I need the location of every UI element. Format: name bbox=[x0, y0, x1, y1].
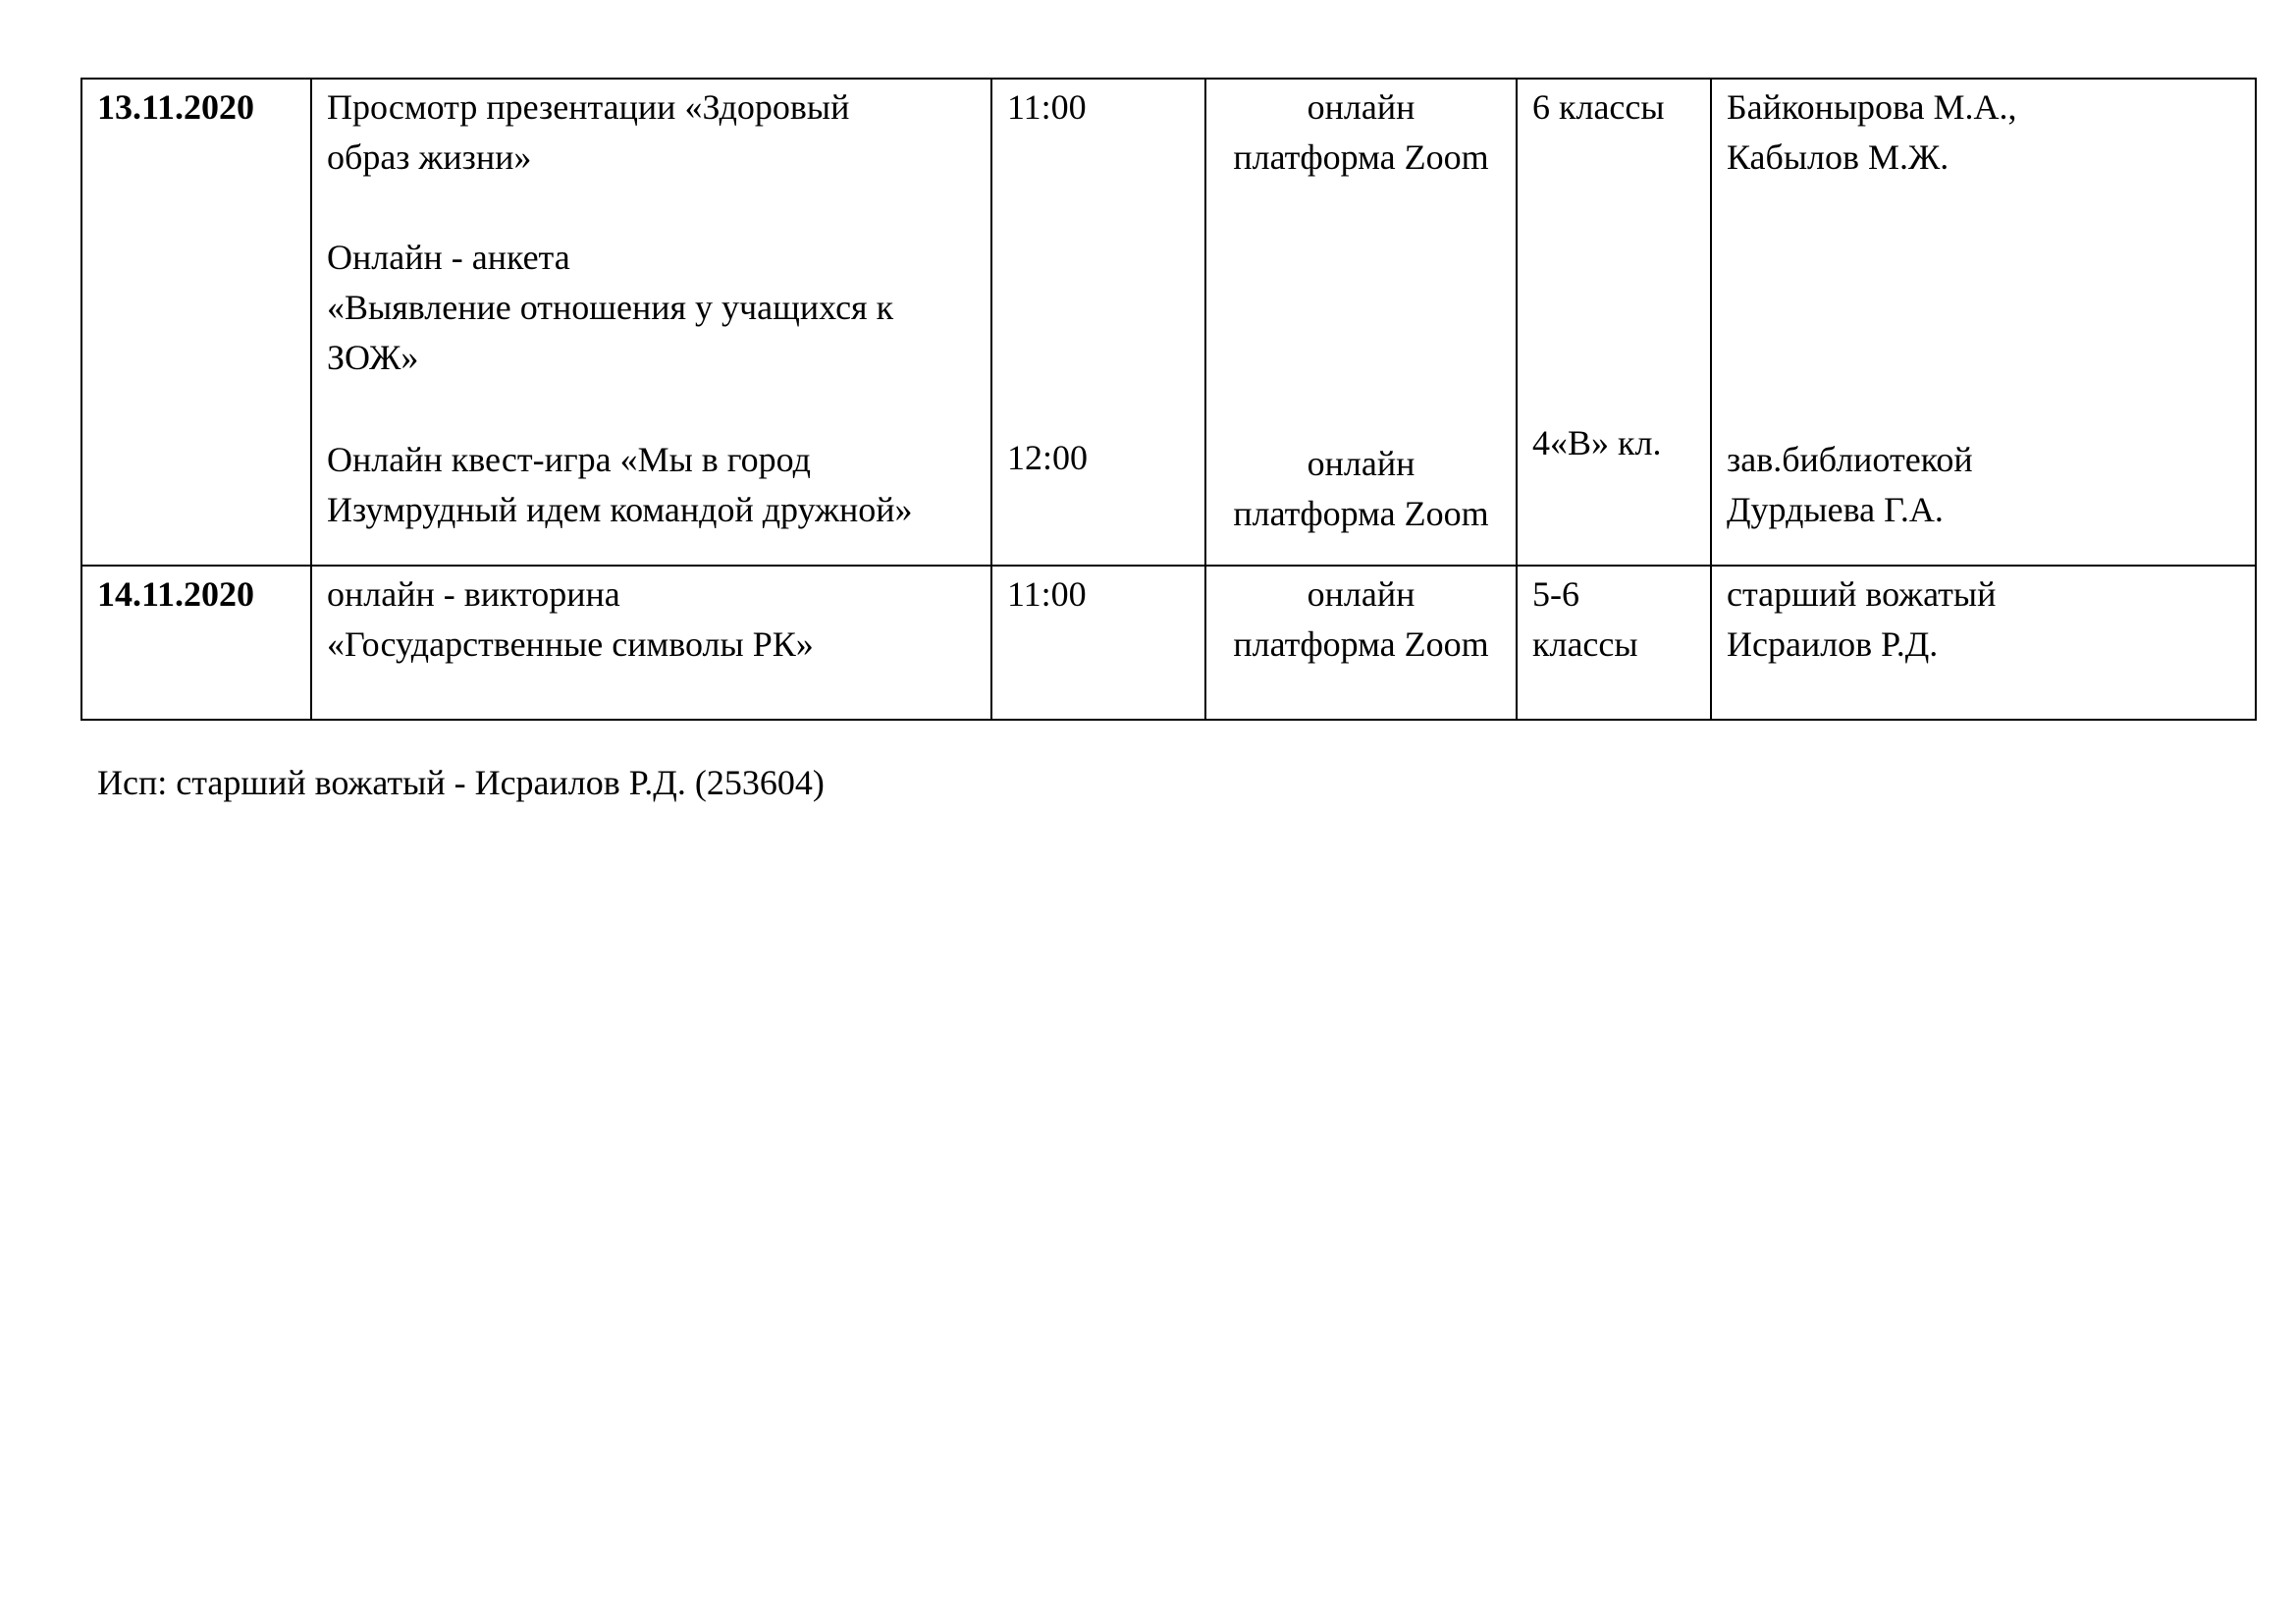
schedule-table bbox=[80, 78, 2257, 721]
event-place: платформа Zoom bbox=[1233, 624, 1489, 664]
responsible-person: старший вожатый bbox=[1727, 574, 1997, 614]
event-title: Онлайн - анкета bbox=[327, 238, 570, 277]
table-row bbox=[81, 79, 2256, 566]
date-cell bbox=[81, 566, 311, 720]
event-title: образ жизни» bbox=[327, 137, 532, 177]
event-place: онлайн bbox=[1307, 444, 1415, 483]
place-cell bbox=[1205, 79, 1517, 566]
event-title: онлайн - викторина bbox=[327, 574, 620, 614]
time-cell bbox=[991, 79, 1205, 566]
event-title: ЗОЖ» bbox=[327, 338, 419, 377]
responsible-person: Байконырова М.А., bbox=[1727, 87, 2017, 127]
event-place: платформа Zoom bbox=[1233, 494, 1489, 533]
event-title: «Выявление отношения у учащихся к bbox=[327, 288, 894, 327]
responsible-person: зав.библиотекой bbox=[1727, 440, 1973, 479]
event-title: Онлайн квест-игра «Мы в город bbox=[327, 440, 811, 479]
event-date: 13.11.2020 bbox=[97, 87, 255, 127]
event-cell bbox=[311, 79, 991, 566]
responsible-person: Дурдыева Г.А. bbox=[1727, 490, 1944, 529]
time-cell bbox=[991, 566, 1205, 720]
event-time: 12:00 bbox=[1007, 438, 1089, 477]
class-cell bbox=[1517, 79, 1711, 566]
event-title: «Государственные символы РК» bbox=[327, 624, 814, 664]
table-row bbox=[81, 566, 2256, 720]
event-date: 14.11.2020 bbox=[97, 574, 255, 614]
event-place: онлайн bbox=[1307, 87, 1415, 127]
event-class: 6 классы bbox=[1532, 87, 1665, 127]
event-class: классы bbox=[1532, 624, 1638, 664]
event-title: Изумрудный идем командой дружной» bbox=[327, 490, 913, 529]
event-place: онлайн bbox=[1307, 574, 1415, 614]
event-time: 11:00 bbox=[1007, 574, 1087, 614]
event-class: 5-6 bbox=[1532, 574, 1579, 614]
date-cell bbox=[81, 79, 311, 566]
event-place: платформа Zoom bbox=[1233, 137, 1489, 177]
event-cell bbox=[311, 566, 991, 720]
footer-note: Исп: старший вожатый - Исраилов Р.Д. (253604) bbox=[97, 763, 825, 802]
event-time: 11:00 bbox=[1007, 87, 1087, 127]
event-title: Просмотр презентации «Здоровый bbox=[327, 87, 850, 127]
event-class: 4«В» кл. bbox=[1532, 423, 1662, 462]
responsible-person: Кабылов М.Ж. bbox=[1727, 137, 1949, 177]
responsible-cell bbox=[1711, 79, 2256, 566]
responsible-person: Исраилов Р.Д. bbox=[1727, 624, 1939, 664]
class-cell bbox=[1517, 566, 1711, 720]
responsible-cell bbox=[1711, 566, 2256, 720]
place-cell bbox=[1205, 566, 1517, 720]
